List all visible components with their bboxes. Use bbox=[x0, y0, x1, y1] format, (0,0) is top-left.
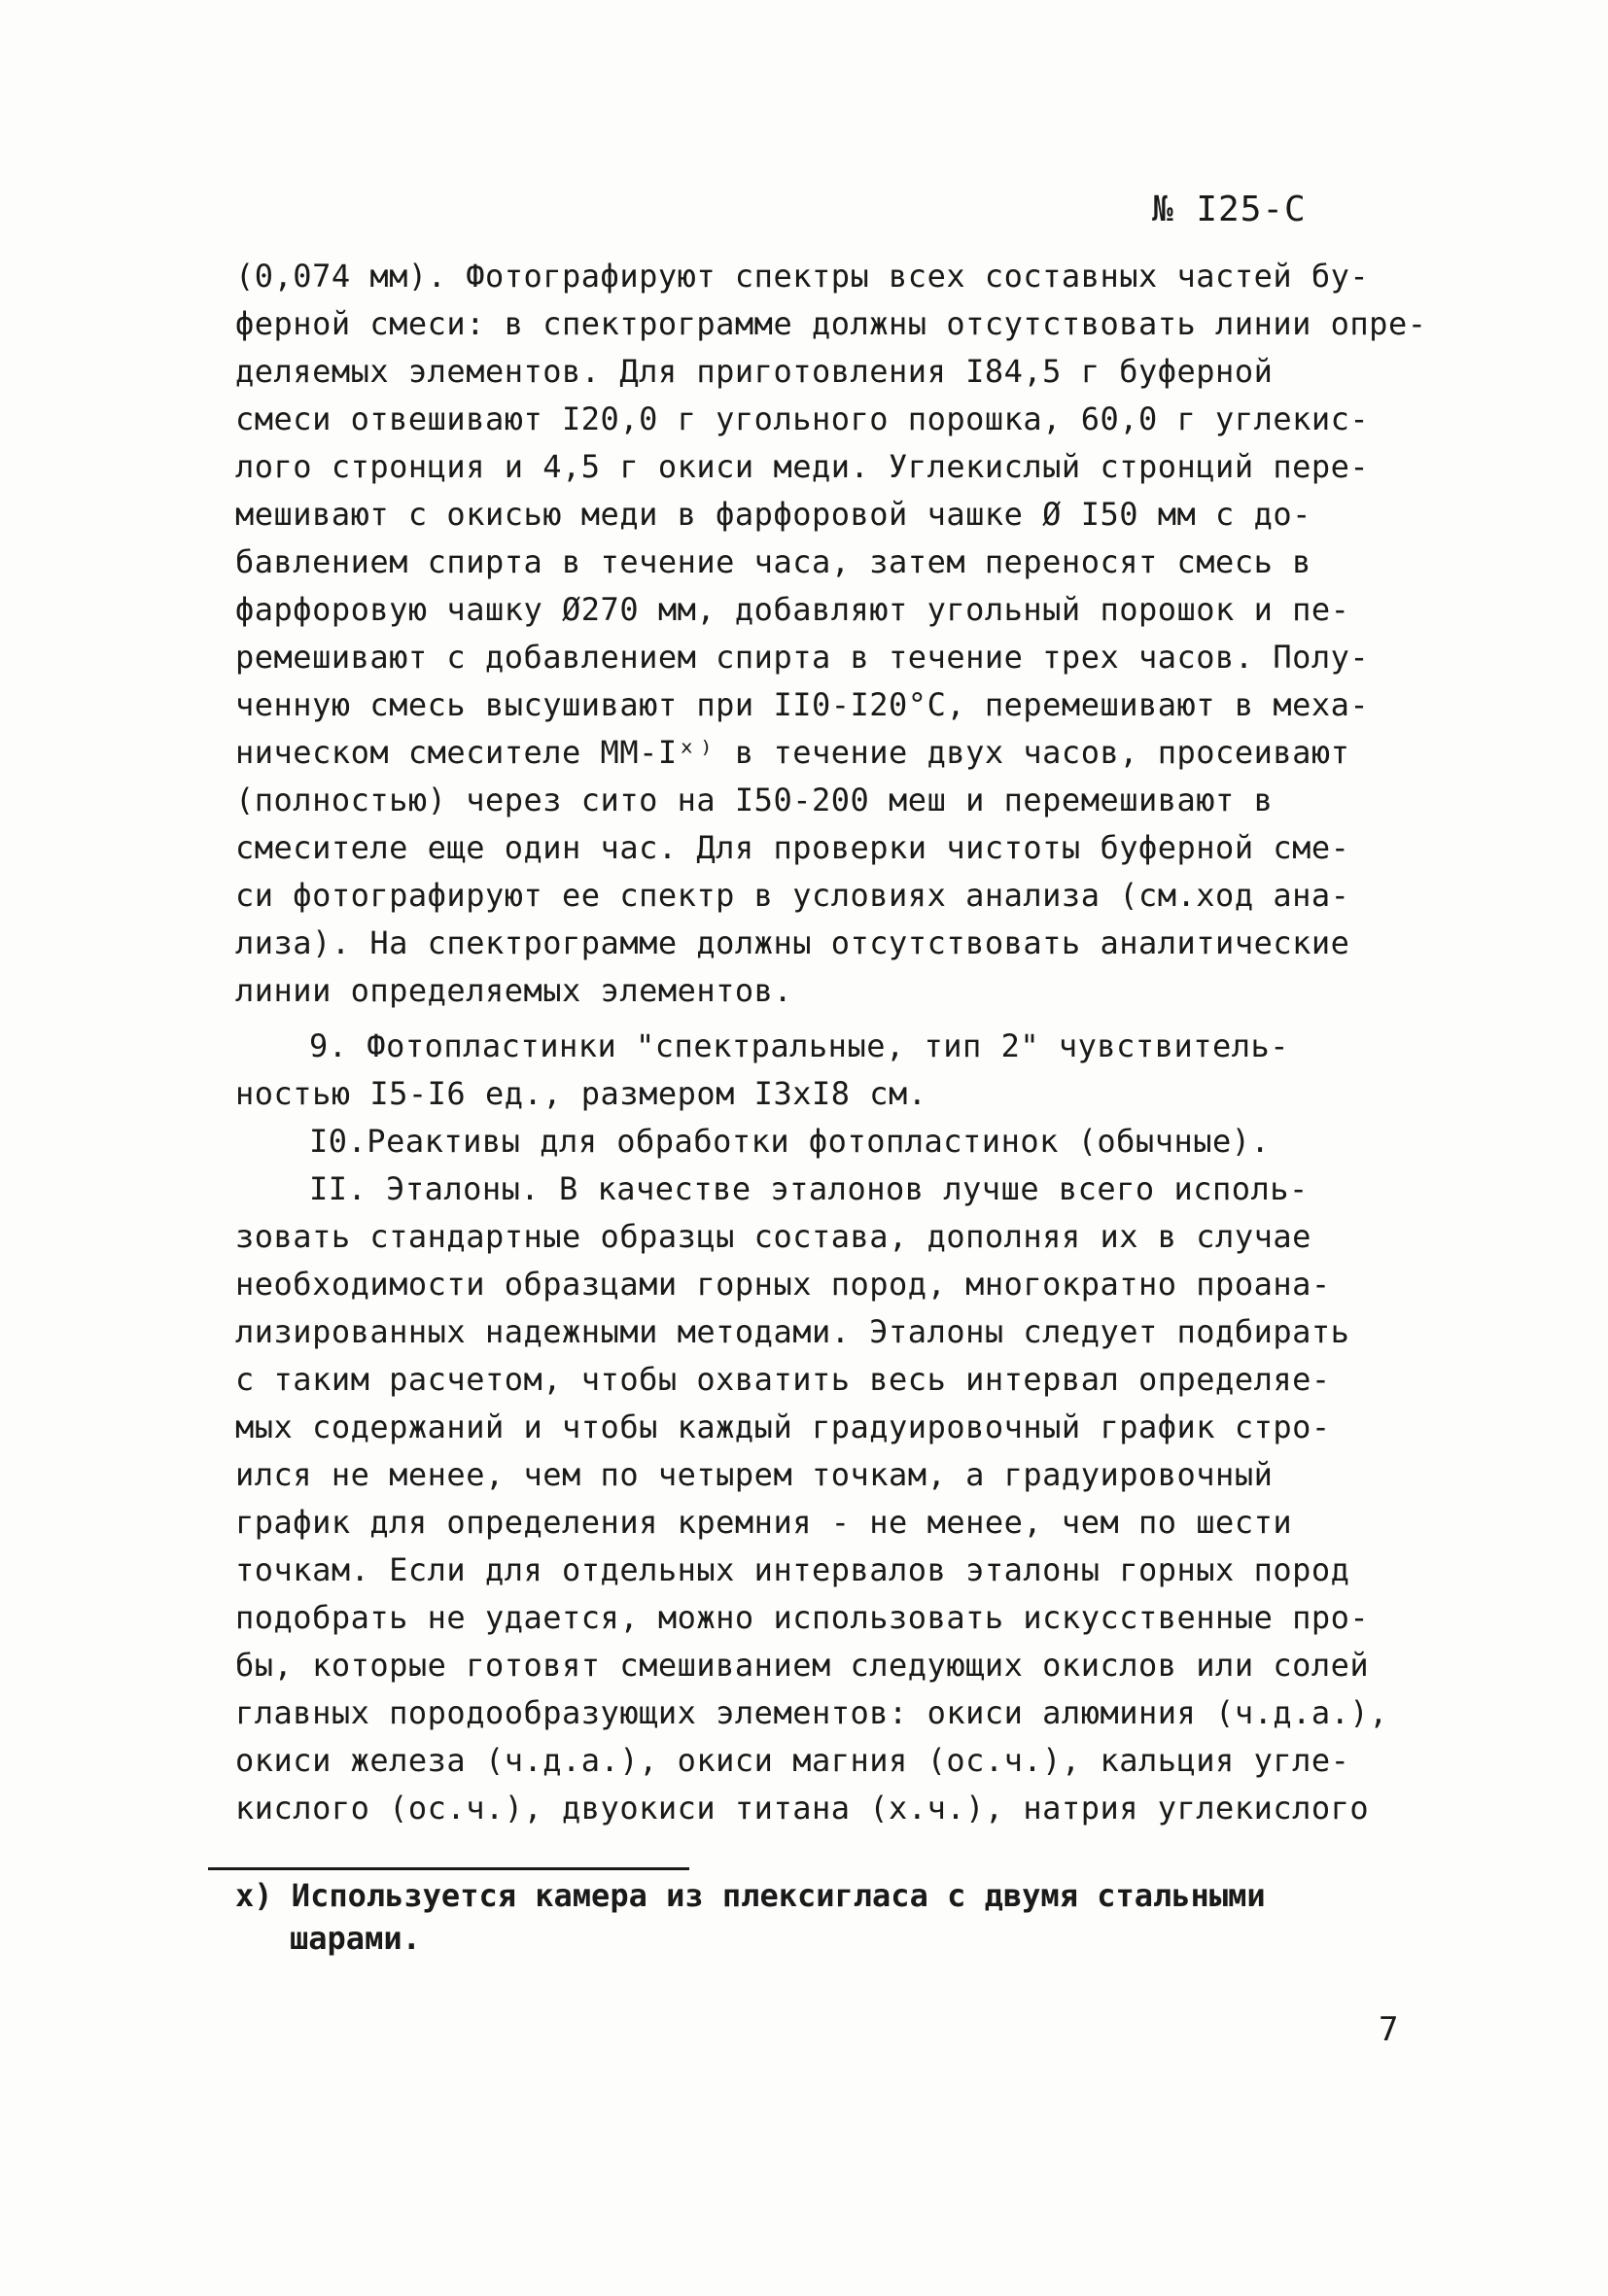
text-line: ился не менее, чем по четырем точкам, а градуировочный bbox=[235, 1456, 1274, 1493]
text-line: линии определяемых элементов. bbox=[235, 972, 793, 1009]
section-10-heading: I0.Реактивы для обработки фотопластинок (обычные). bbox=[309, 1123, 1271, 1160]
text-line: необходимости образцами горных пород, многократно проана- bbox=[235, 1266, 1331, 1303]
text-line: кислого (ос.ч.), двуокиси титана (х.ч.), натрия углекислого bbox=[235, 1790, 1370, 1826]
text-line: подобрать не удается, можно использовать искусственные про- bbox=[235, 1599, 1370, 1636]
text-line: зовать стандартные образцы состава, дополняя их в случае bbox=[235, 1218, 1311, 1255]
text-line: ферной смеси: в спектрограмме должны отсутствовать линии опре- bbox=[235, 305, 1427, 342]
text-line: с таким расчетом, чтобы охватить весь интервал определяе- bbox=[235, 1361, 1331, 1398]
footnote-divider bbox=[208, 1867, 689, 1870]
text-line: смесителе еще один час. Для проверки чистоты буферной сме- bbox=[235, 829, 1350, 866]
text-line: деляемых элементов. Для приготовления I84,5 г буферной bbox=[235, 353, 1274, 390]
text-line: смеси отвешивают I20,0 г угольного порошка, 60,0 г углекис- bbox=[235, 400, 1370, 437]
text-line: график для определения кремния - не менее, чем по шести bbox=[235, 1504, 1293, 1541]
page-number: 7 bbox=[1379, 2010, 1399, 2049]
text-line: (0,074 мм). Фотографируют спектры всех составных частей бу- bbox=[235, 258, 1370, 295]
text-line: ническом смесителе ММ-Iˣ⁾ в течение двух часов, просеивают bbox=[235, 734, 1350, 771]
text-line: лизированных надежными методами. Эталоны следует подбирать bbox=[235, 1313, 1350, 1350]
body-text bbox=[235, 253, 1441, 1832]
text-line: лиза). На спектрограмме должны отсутствовать аналитические bbox=[235, 924, 1350, 961]
footnote-line: шарами. bbox=[290, 1920, 421, 1957]
text-line: мешивают с окисью меди в фарфоровой чашке Ø I50 мм с до- bbox=[235, 496, 1311, 533]
text-line: мых содержаний и чтобы каждый градуировочный график стро- bbox=[235, 1409, 1331, 1445]
document-number: № I25-С bbox=[1152, 190, 1307, 229]
section-9-heading: 9. Фотопластинки "спектральные, тип 2" чувствитель- bbox=[309, 1027, 1290, 1064]
text-line: главных породообразующих элементов: окиси алюминия (ч.д.а.), bbox=[235, 1694, 1388, 1731]
text-line: бавлением спирта в течение часа, затем переносят смесь в bbox=[235, 543, 1311, 580]
text-line: точкам. Если для отдельных интервалов эталоны горных пород bbox=[235, 1551, 1350, 1588]
text-line: бы, которые готовят смешиванием следующих окислов или солей bbox=[235, 1647, 1370, 1684]
text-line: лого стронция и 4,5 г окиси меди. Углекислый стронций пере- bbox=[235, 448, 1370, 485]
text-line: окиси железа (ч.д.а.), окиси магния (ос.ч.), кальция угле- bbox=[235, 1742, 1350, 1779]
text-line: (полностью) через сито на I50-200 меш и перемешивают в bbox=[235, 782, 1274, 818]
text-line: фарфоровую чашку Ø270 мм, добавляют угольный порошок и пе- bbox=[235, 591, 1350, 628]
text-line: ченную смесь высушивают при II0-I20°С, перемешивают в меха- bbox=[235, 686, 1370, 723]
section-11-heading: II. Эталоны. В качестве эталонов лучше всего исполь- bbox=[309, 1170, 1309, 1207]
text-line: си фотографируют ее спектр в условиях анализа (см.ход ана- bbox=[235, 877, 1350, 914]
text-line: ностью I5-I6 ед., размером I3хI8 см. bbox=[235, 1075, 927, 1112]
text-line: ремешивают с добавлением спирта в течение трех часов. Полу- bbox=[235, 639, 1370, 676]
footnote bbox=[235, 1874, 1441, 1960]
footnote-line: x) Используется камера из плексигласа с двумя стальными bbox=[235, 1877, 1266, 1914]
